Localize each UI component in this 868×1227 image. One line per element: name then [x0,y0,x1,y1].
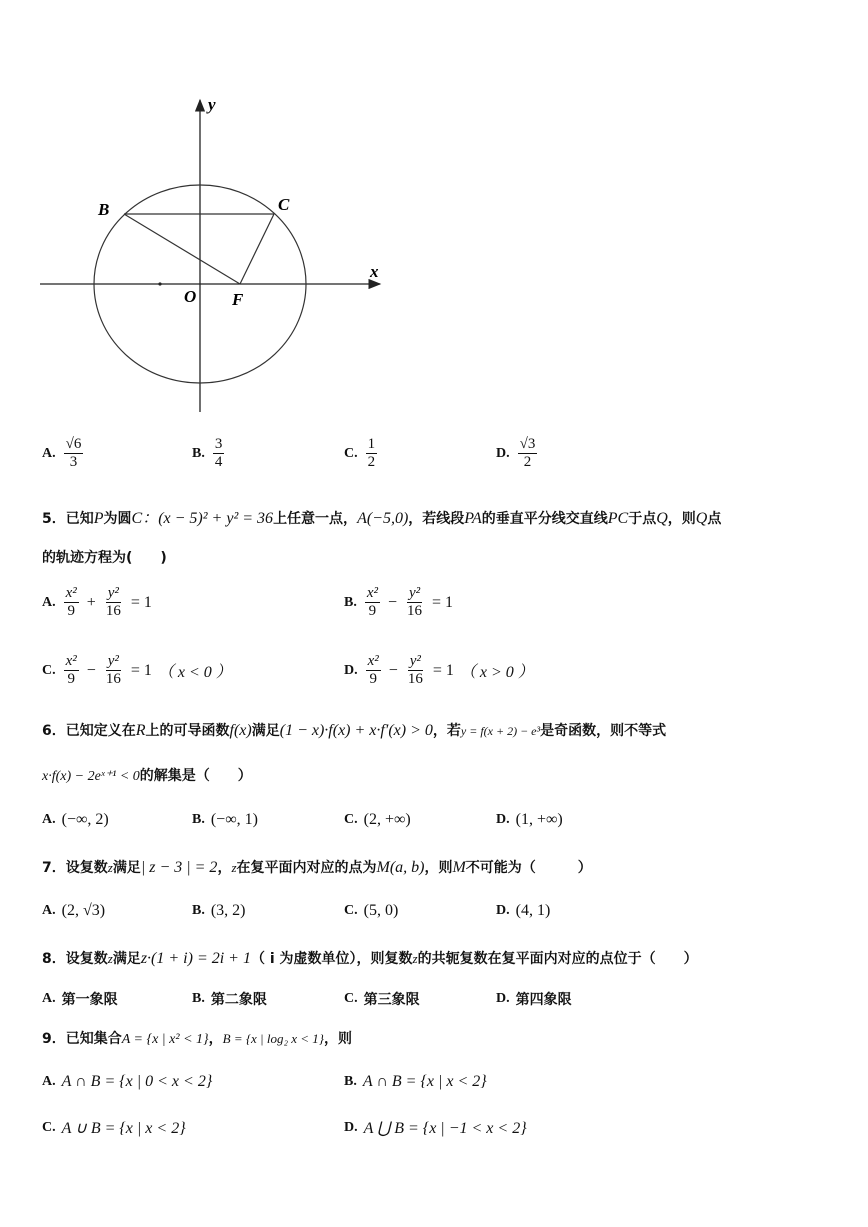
q8-option-a[interactable]: A. 第一象限 [42,991,118,1008]
q5-stem-line2: 的轨迹方程为( ) [42,550,167,566]
q6-stem: 6．已知定义在R上的可导函数f(x)满足(1 − x)·f(x) + x·f′(x) > 0，若y = f(x + 2) − e³是奇函数，则不等式 [42,722,667,739]
q5-stem: 5．已知P为圆C：(x − 5)² + y² = 36上任意一点，A(−5,0)，若线段PA的垂直平分线交直线PC于点Q，则Q点 [42,510,722,527]
q4-option-d[interactable]: D. $\frac{√3}{2}$ [496,436,536,471]
q4-option-c[interactable]: C. $\frac{1}{2}$ [344,436,376,471]
label-c: C [278,195,290,214]
q9-stem: 9．已知集合A = {x | x² < 1}，B = {x | log₂ x < 1}，则 [42,1031,353,1047]
q7-option-c[interactable]: C. (5, 0) [344,902,399,919]
q7-option-d[interactable]: D. (4, 1) [496,902,551,919]
segment-cf [240,214,274,284]
q5-option-d[interactable]: D. $\frac{\text{x²}}{9}$ − $\frac{\text{y²}}{16}$ = 1 （ x > 0 ） [344,653,534,688]
q7-option-a[interactable]: A. (2, √3) [42,902,106,919]
q9-option-b[interactable]: B. A ∩ B = {x | x < 2} [344,1073,487,1090]
q6-option-d[interactable]: D. (1, +∞) [496,811,563,828]
q6-stem-line2: x·f(x) − 2eˣ⁺¹ < 0的解集是（ ） [42,768,252,784]
label-y: y [208,95,216,114]
q8-option-b[interactable]: B. 第二象限 [192,991,267,1008]
q9-option-c[interactable]: C. A ∪ B = {x | x < 2} [42,1120,186,1137]
q5-option-a[interactable]: A. $\frac{\text{x²}}{9}$ + $\frac{\text{y²}}{16}$ = 1 [42,585,152,620]
left-focus-dot [158,282,161,285]
q8-option-c[interactable]: C. 第三象限 [344,991,420,1008]
q5-option-b[interactable]: B. $\frac{\text{x²}}{9}$ − $\frac{\text{y²}}{16}$ = 1 [344,585,454,620]
q7-stem: 7．设复数z满足| z − 3 | = 2，z在复平面内对应的点为M(a, b)，则M不可能为（ ） [42,859,592,876]
label-o: O [184,287,197,306]
label-f: F [232,290,244,309]
q4-option-a[interactable]: A. $\frac{√6}{3}$ [42,436,82,471]
label-b: B [98,200,110,219]
q6-option-a[interactable]: A. (−∞, 2) [42,811,109,828]
q4-option-b[interactable]: B. $\frac{3}{4}$ [192,436,223,471]
segment-bf [124,214,240,284]
label-x: x [370,262,379,281]
q8-option-d[interactable]: D. 第四象限 [496,991,572,1008]
q6-option-b[interactable]: B. (−∞, 1) [192,811,258,828]
q5-option-c[interactable]: C. $\frac{\text{x²}}{9}$ − $\frac{\text{y²}}{16}$ = 1 （ x < 0 ） [42,653,232,688]
q9-option-a[interactable]: A. A ∩ B = {x | 0 < x < 2} [42,1073,213,1090]
q6-option-c[interactable]: C. (2, +∞) [344,811,411,828]
ellipse-figure [0,0,400,420]
q9-option-d[interactable]: D. A ⋃ B = {x | −1 < x < 2} [344,1120,527,1137]
q7-option-b[interactable]: B. (3, 2) [192,902,246,919]
q8-stem: 8．设复数z满足z·(1 + i) = 2i + 1（ i 为虚数单位），则复数z的共轭复数在复平面内对应的点位于（ ） [42,950,698,967]
